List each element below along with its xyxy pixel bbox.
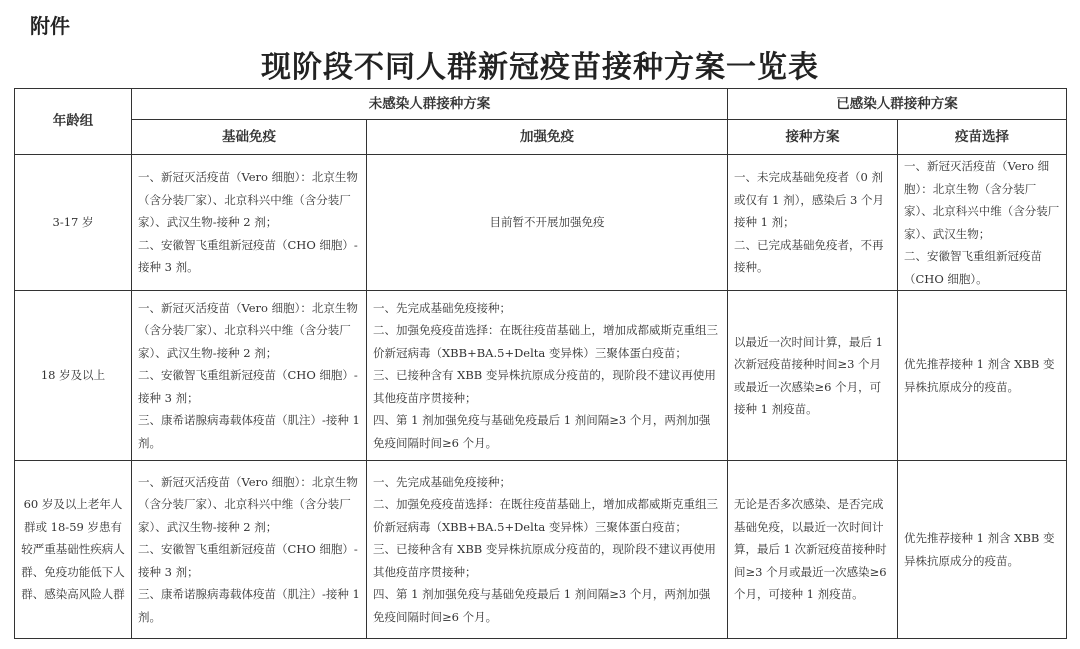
age-cell: 60 岁及以上老年人群或 18-59 岁患有较严重基础性疾病人群、免疫功能低下人群、感染高风险人群 — [15, 461, 132, 639]
choice-cell — [898, 155, 1067, 291]
cell-line: 一、新冠灭活疫苗（Vero 细胞）：北京生物（含分装厂家）、北京科兴中维（含分装厂家）、武汉生物-接种 2 剂； — [138, 170, 358, 230]
cell-line: 目前暂不开展加强免疫 — [489, 215, 605, 230]
basic-cell — [132, 155, 367, 291]
table-row — [15, 461, 1067, 639]
cell-line: 三、已接种含有 XBB 变异株抗原成分疫苗的，现阶段不建议再使用其他疫苗序贯接种； — [373, 542, 716, 579]
cell-line: 二、安徽智飞重组新冠疫苗（CHO 细胞）-接种 3 剂。 — [138, 237, 358, 275]
header-uninfected: 未感染人群接种方案 — [132, 89, 728, 120]
booster-cell — [367, 155, 728, 291]
table-row — [15, 291, 1067, 461]
cell-line: 一、新冠灭活疫苗（Vero 细胞）：北京生物（含分装厂家）、北京科兴中维（含分装厂家）、武汉生物-接种 2 剂； — [138, 300, 358, 360]
header-booster: 加强免疫 — [367, 120, 728, 155]
choice-cell — [898, 461, 1067, 639]
header-basic: 基础免疫 — [132, 120, 367, 155]
cell-line: 二、安徽智飞重组新冠疫苗（CHO 细胞）。 — [904, 249, 1042, 286]
cell-line: 无论是否多次感染、是否完成基础免疫，以最近一次时间计算，最后 1 次新冠疫苗接种时间≥3 个月或最近一次感染≥6 个月，可接种 1 剂疫苗。 — [734, 497, 887, 602]
cell-line: 三、康希诺腺病毒载体疫苗（肌注）-接种 1 剂。 — [138, 587, 360, 624]
booster-cell — [367, 461, 728, 639]
cell-line: 一、新冠灭活疫苗（Vero 细胞）：北京生物（含分装厂家）、北京科兴中维（含分装厂家）、武汉生物； — [904, 159, 1060, 241]
cell-line: 二、安徽智飞重组新冠疫苗（CHO 细胞）-接种 3 剂； — [138, 368, 358, 405]
header-vaccine-choice: 疫苗选择 — [898, 120, 1067, 155]
cell-line: 优先推荐接种 1 剂含 XBB 变异株抗原成分的疫苗。 — [904, 357, 1055, 394]
cell-line: 二、安徽智飞重组新冠疫苗（CHO 细胞）-接种 3 剂； — [138, 542, 358, 579]
cell-line: 二、加强免疫疫苗选择：在既往疫苗基础上，增加成都威斯克重组三价新冠病毒（XBB+BA.5+Delta 变异株）三聚体蛋白疫苗； — [373, 497, 718, 534]
attachment-label: 附件 — [30, 14, 70, 38]
cell-line: 优先推荐接种 1 剂含 XBB 变异株抗原成分的疫苗。 — [904, 531, 1055, 568]
age-cell: 3-17 岁 — [15, 155, 132, 291]
header-age-group: 年龄组 — [15, 89, 132, 155]
table-row — [15, 155, 1067, 291]
basic-cell — [132, 461, 367, 639]
header-scheme: 接种方案 — [728, 120, 898, 155]
cell-line: 四、第 1 剂加强免疫与基础免疫最后 1 剂间隔≥3 个月，两剂加强免疫间隔时间≥6 个月。 — [373, 587, 711, 624]
scheme-cell — [728, 155, 898, 291]
cell-line: 以最近一次时间计算，最后 1 次新冠疫苗接种时间≥3 个月或最近一次感染≥6 个月，可接种 1 剂疫苗。 — [734, 334, 883, 416]
scheme-cell — [728, 291, 898, 461]
cell-line: 一、新冠灭活疫苗（Vero 细胞）：北京生物（含分装厂家）、北京科兴中维（含分装厂家）、武汉生物-接种 2 剂； — [138, 474, 358, 534]
age-cell: 18 岁及以上 — [15, 291, 132, 461]
cell-line: 四、第 1 剂加强免疫与基础免疫最后 1 剂间隔≥3 个月，两剂加强免疫间隔时间≥6 个月。 — [373, 413, 711, 450]
cell-line: 二、加强免疫疫苗选择：在既往疫苗基础上，增加成都威斯克重组三价新冠病毒（XBB+BA.5+Delta 变异株）三聚体蛋白疫苗； — [373, 323, 718, 360]
choice-cell — [898, 291, 1067, 461]
cell-line: 二、已完成基础免疫者，不再接种。 — [734, 237, 884, 275]
header-infected: 已感染人群接种方案 — [728, 89, 1067, 120]
cell-line: 一、先完成基础免疫接种； — [373, 300, 511, 315]
cell-line: 三、康希诺腺病毒载体疫苗（肌注）-接种 1 剂。 — [138, 413, 360, 450]
booster-cell — [367, 291, 728, 461]
vaccination-table — [14, 88, 1067, 639]
scheme-cell — [728, 461, 898, 639]
cell-line: 一、未完成基础免疫者（0 剂或仅有 1 剂），感染后 3 个月接种 1 剂； — [734, 170, 885, 230]
cell-line: 三、已接种含有 XBB 变异株抗原成分疫苗的，现阶段不建议再使用其他疫苗序贯接种； — [373, 368, 716, 405]
page-title: 现阶段不同人群新冠疫苗接种方案一览表 — [261, 50, 819, 85]
basic-cell — [132, 291, 367, 461]
cell-line: 一、先完成基础免疫接种； — [373, 474, 511, 489]
